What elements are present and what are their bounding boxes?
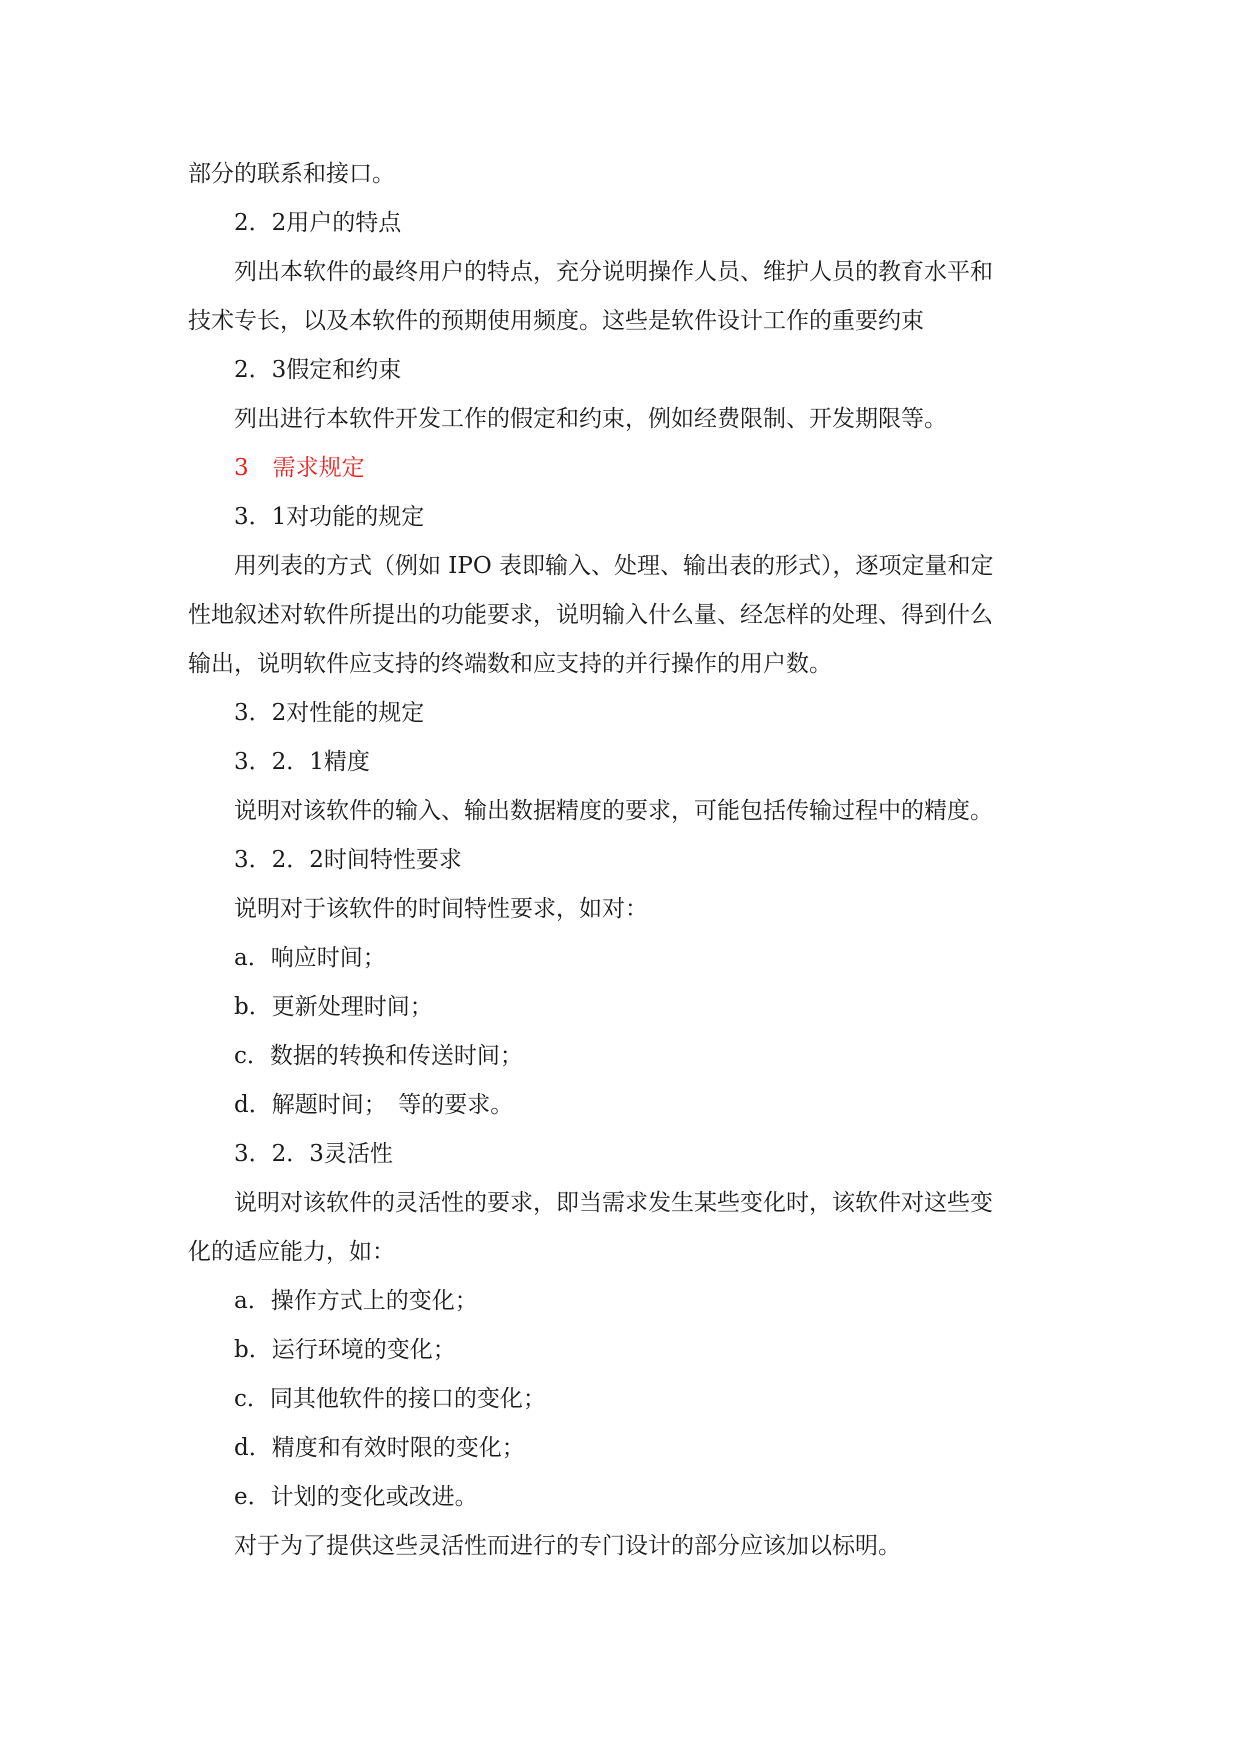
section-heading-3-2-3: 3．2．3灵活性 xyxy=(234,1141,393,1167)
paragraph-line: 列出本软件的最终用户的特点，充分说明操作人员、维护人员的教育水平和 xyxy=(234,259,993,285)
section-title: 需求规定 xyxy=(272,455,365,481)
section-heading-3-2: 3．2对性能的规定 xyxy=(234,700,425,726)
list-item: b．运行环境的变化； xyxy=(234,1337,456,1363)
section-heading-3 xyxy=(188,444,1068,493)
paragraph-line: 用列表的方式（例如 IPO 表即输入、处理、输出表的形式），逐项定量和定 xyxy=(234,553,994,579)
list-item: e．计划的变化或改进。 xyxy=(234,1484,478,1510)
section-heading-3-1: 3．1对功能的规定 xyxy=(234,504,425,530)
list-item: a．操作方式上的变化； xyxy=(234,1288,478,1314)
list-item: c．同其他软件的接口的变化； xyxy=(234,1386,546,1412)
list-item: c．数据的转换和传送时间； xyxy=(234,1043,523,1069)
section-heading-2-2: 2．2用户的特点 xyxy=(234,210,402,236)
document-body xyxy=(188,150,1068,1571)
section-heading-3-2-2: 3．2．2时间特性要求 xyxy=(234,847,462,873)
list-item: b．更新处理时间； xyxy=(234,994,433,1020)
paragraph-line: 列出进行本软件开发工作的假定和约束，例如经费限制、开发期限等。 xyxy=(234,406,947,432)
list-item: d．精度和有效时限的变化； xyxy=(234,1435,525,1461)
paragraph-line: 说明对该软件的输入、输出数据精度的要求，可能包括传输过程中的精度。 xyxy=(234,798,993,824)
paragraph-line: 说明对于该软件的时间特性要求，如对： xyxy=(234,896,648,922)
paragraph-line: 化的适应能力，如： xyxy=(188,1239,395,1265)
section-number: 3 xyxy=(234,455,249,481)
section-heading-3-2-1: 3．2．1精度 xyxy=(234,749,370,775)
paragraph-line: 说明对该软件的灵活性的要求，即当需求发生某些变化时，该软件对这些变 xyxy=(234,1190,993,1216)
paragraph-line: 技术专长，以及本软件的预期使用频度。这些是软件设计工作的重要约束 xyxy=(188,308,924,334)
list-item: a．响应时间； xyxy=(234,945,386,971)
paragraph-line: 输出，说明软件应支持的终端数和应支持的并行操作的用户数。 xyxy=(188,651,832,677)
paragraph-continuation: 部分的联系和接口。 xyxy=(188,161,395,187)
section-heading-2-3: 2．3假定和约束 xyxy=(234,357,402,383)
paragraph-line: 对于为了提供这些灵活性而进行的专门设计的部分应该加以标明。 xyxy=(234,1533,901,1559)
list-item: d．解题时间； 等的要求。 xyxy=(234,1092,514,1118)
paragraph-line: 性地叙述对软件所提出的功能要求，说明输入什么量、经怎样的处理、得到什么 xyxy=(188,602,993,628)
